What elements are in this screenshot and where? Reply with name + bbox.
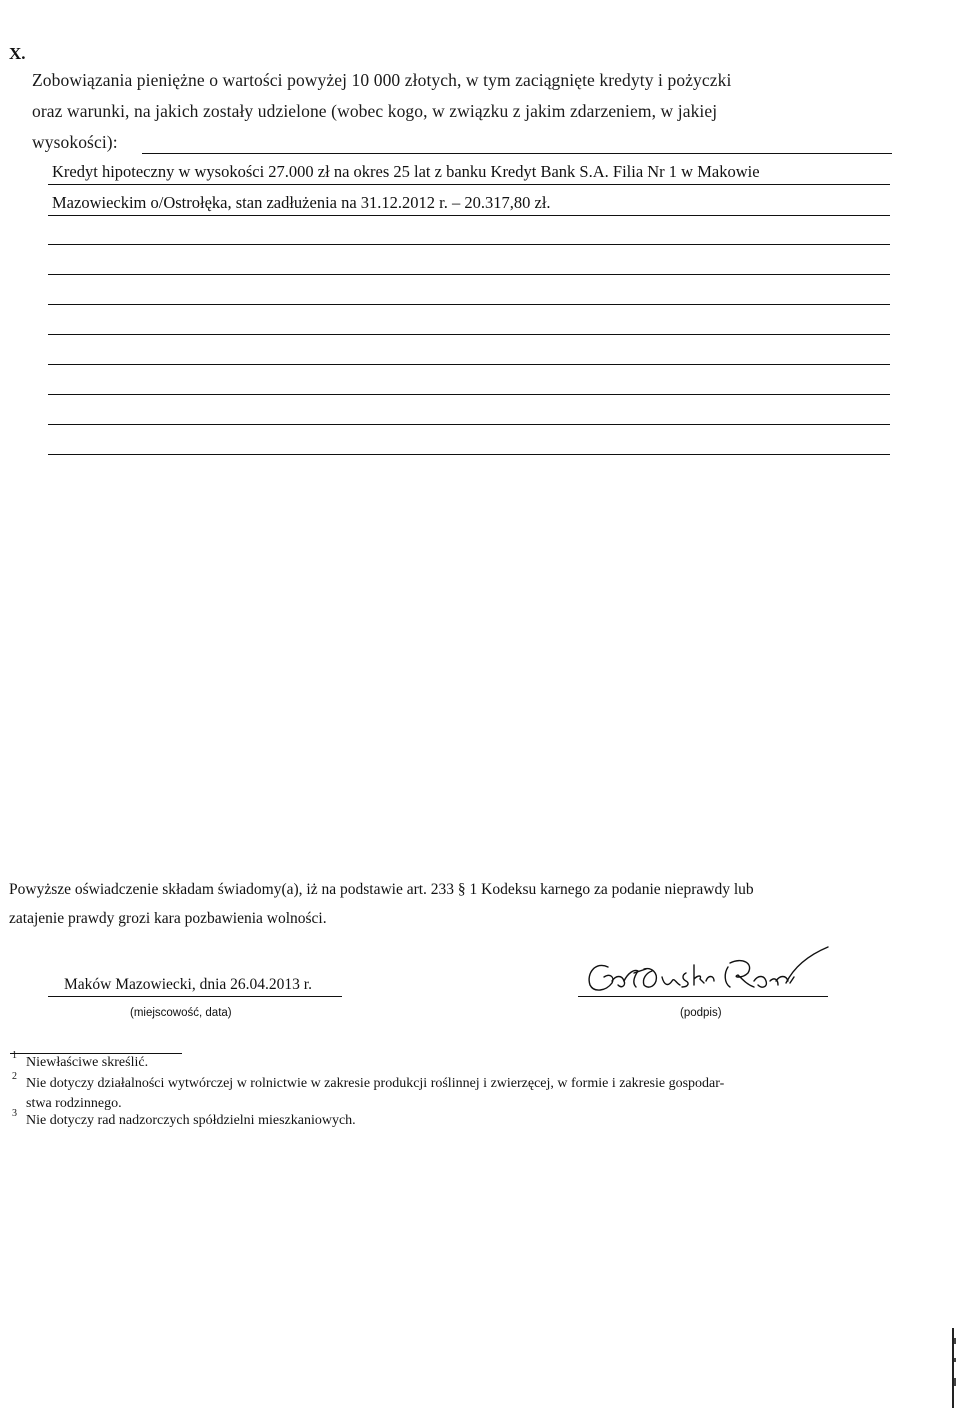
caption-signature: (podpis) (680, 1007, 722, 1019)
empty-answer-rule (48, 454, 890, 455)
footnote-number: 2 (12, 1071, 17, 1082)
answer-rule (48, 184, 890, 185)
empty-answer-rule (48, 304, 890, 305)
answer-line-1: Kredyt hipoteczny w wysokości 27.000 zł na okres 25 lat z banku Kredyt Bank S.A. Filia Nr 1 w Makowie (52, 162, 760, 181)
place-and-date: Maków Mazowiecki, dnia 26.04.2013 r. (64, 976, 312, 993)
empty-answer-rule (48, 274, 890, 275)
question-line-1: Zobowiązania pieniężne o wartości powyżej 10 000 złotych, w tym zaciągnięte kredyty i pożyczki (32, 70, 732, 90)
empty-answer-rule (48, 394, 890, 395)
footnote-2-continued: stwa rodzinnego. (26, 1096, 122, 1111)
declaration-line-1: Powyższe oświadczenie składam świadomy(a), iż na podstawie art. 233 § 1 Kodeksu karnego za podanie nieprawdy lub (9, 881, 754, 898)
footnote-separator (10, 1053, 182, 1054)
empty-answer-rule (48, 244, 890, 245)
footnote-1: Niewłaściwe skreślić. (26, 1055, 149, 1070)
empty-answer-rule (48, 424, 890, 425)
place-date-line (48, 996, 342, 997)
answer-rule (142, 153, 892, 154)
scan-margin-mark (951, 1328, 957, 1408)
footnote-number: 3 (12, 1108, 17, 1119)
footnote-number: 1 (12, 1050, 17, 1061)
empty-answer-rule (48, 334, 890, 335)
handwritten-signature (582, 943, 832, 999)
empty-answer-rule (48, 364, 890, 365)
footnote-3: Nie dotyczy rad nadzorczych spółdzielni mieszkaniowych. (26, 1113, 356, 1128)
declaration-line-2: zatajenie prawdy grozi kara pozbawienia wolności. (9, 910, 327, 927)
question-line-3: wysokości): (32, 132, 118, 152)
answer-line-2: Mazowieckim o/Ostrołęka, stan zadłużenia na 31.12.2012 r. – 20.317,80 zł. (52, 193, 551, 212)
question-line-2: oraz warunki, na jakich zostały udzielone (wobec kogo, w związku z jakim zdarzeniem, w jakiej (32, 101, 718, 121)
caption-place-date: (miejscowość, data) (130, 1007, 232, 1019)
signature-line (578, 996, 828, 997)
answer-rule (48, 215, 890, 216)
footnote-2: Nie dotyczy działalności wytwórczej w rolnictwie w zakresie produkcji roślinnej i zwierzęcej, w formie i zakresie gospodar- (26, 1076, 725, 1091)
section-number: X. (9, 44, 26, 63)
